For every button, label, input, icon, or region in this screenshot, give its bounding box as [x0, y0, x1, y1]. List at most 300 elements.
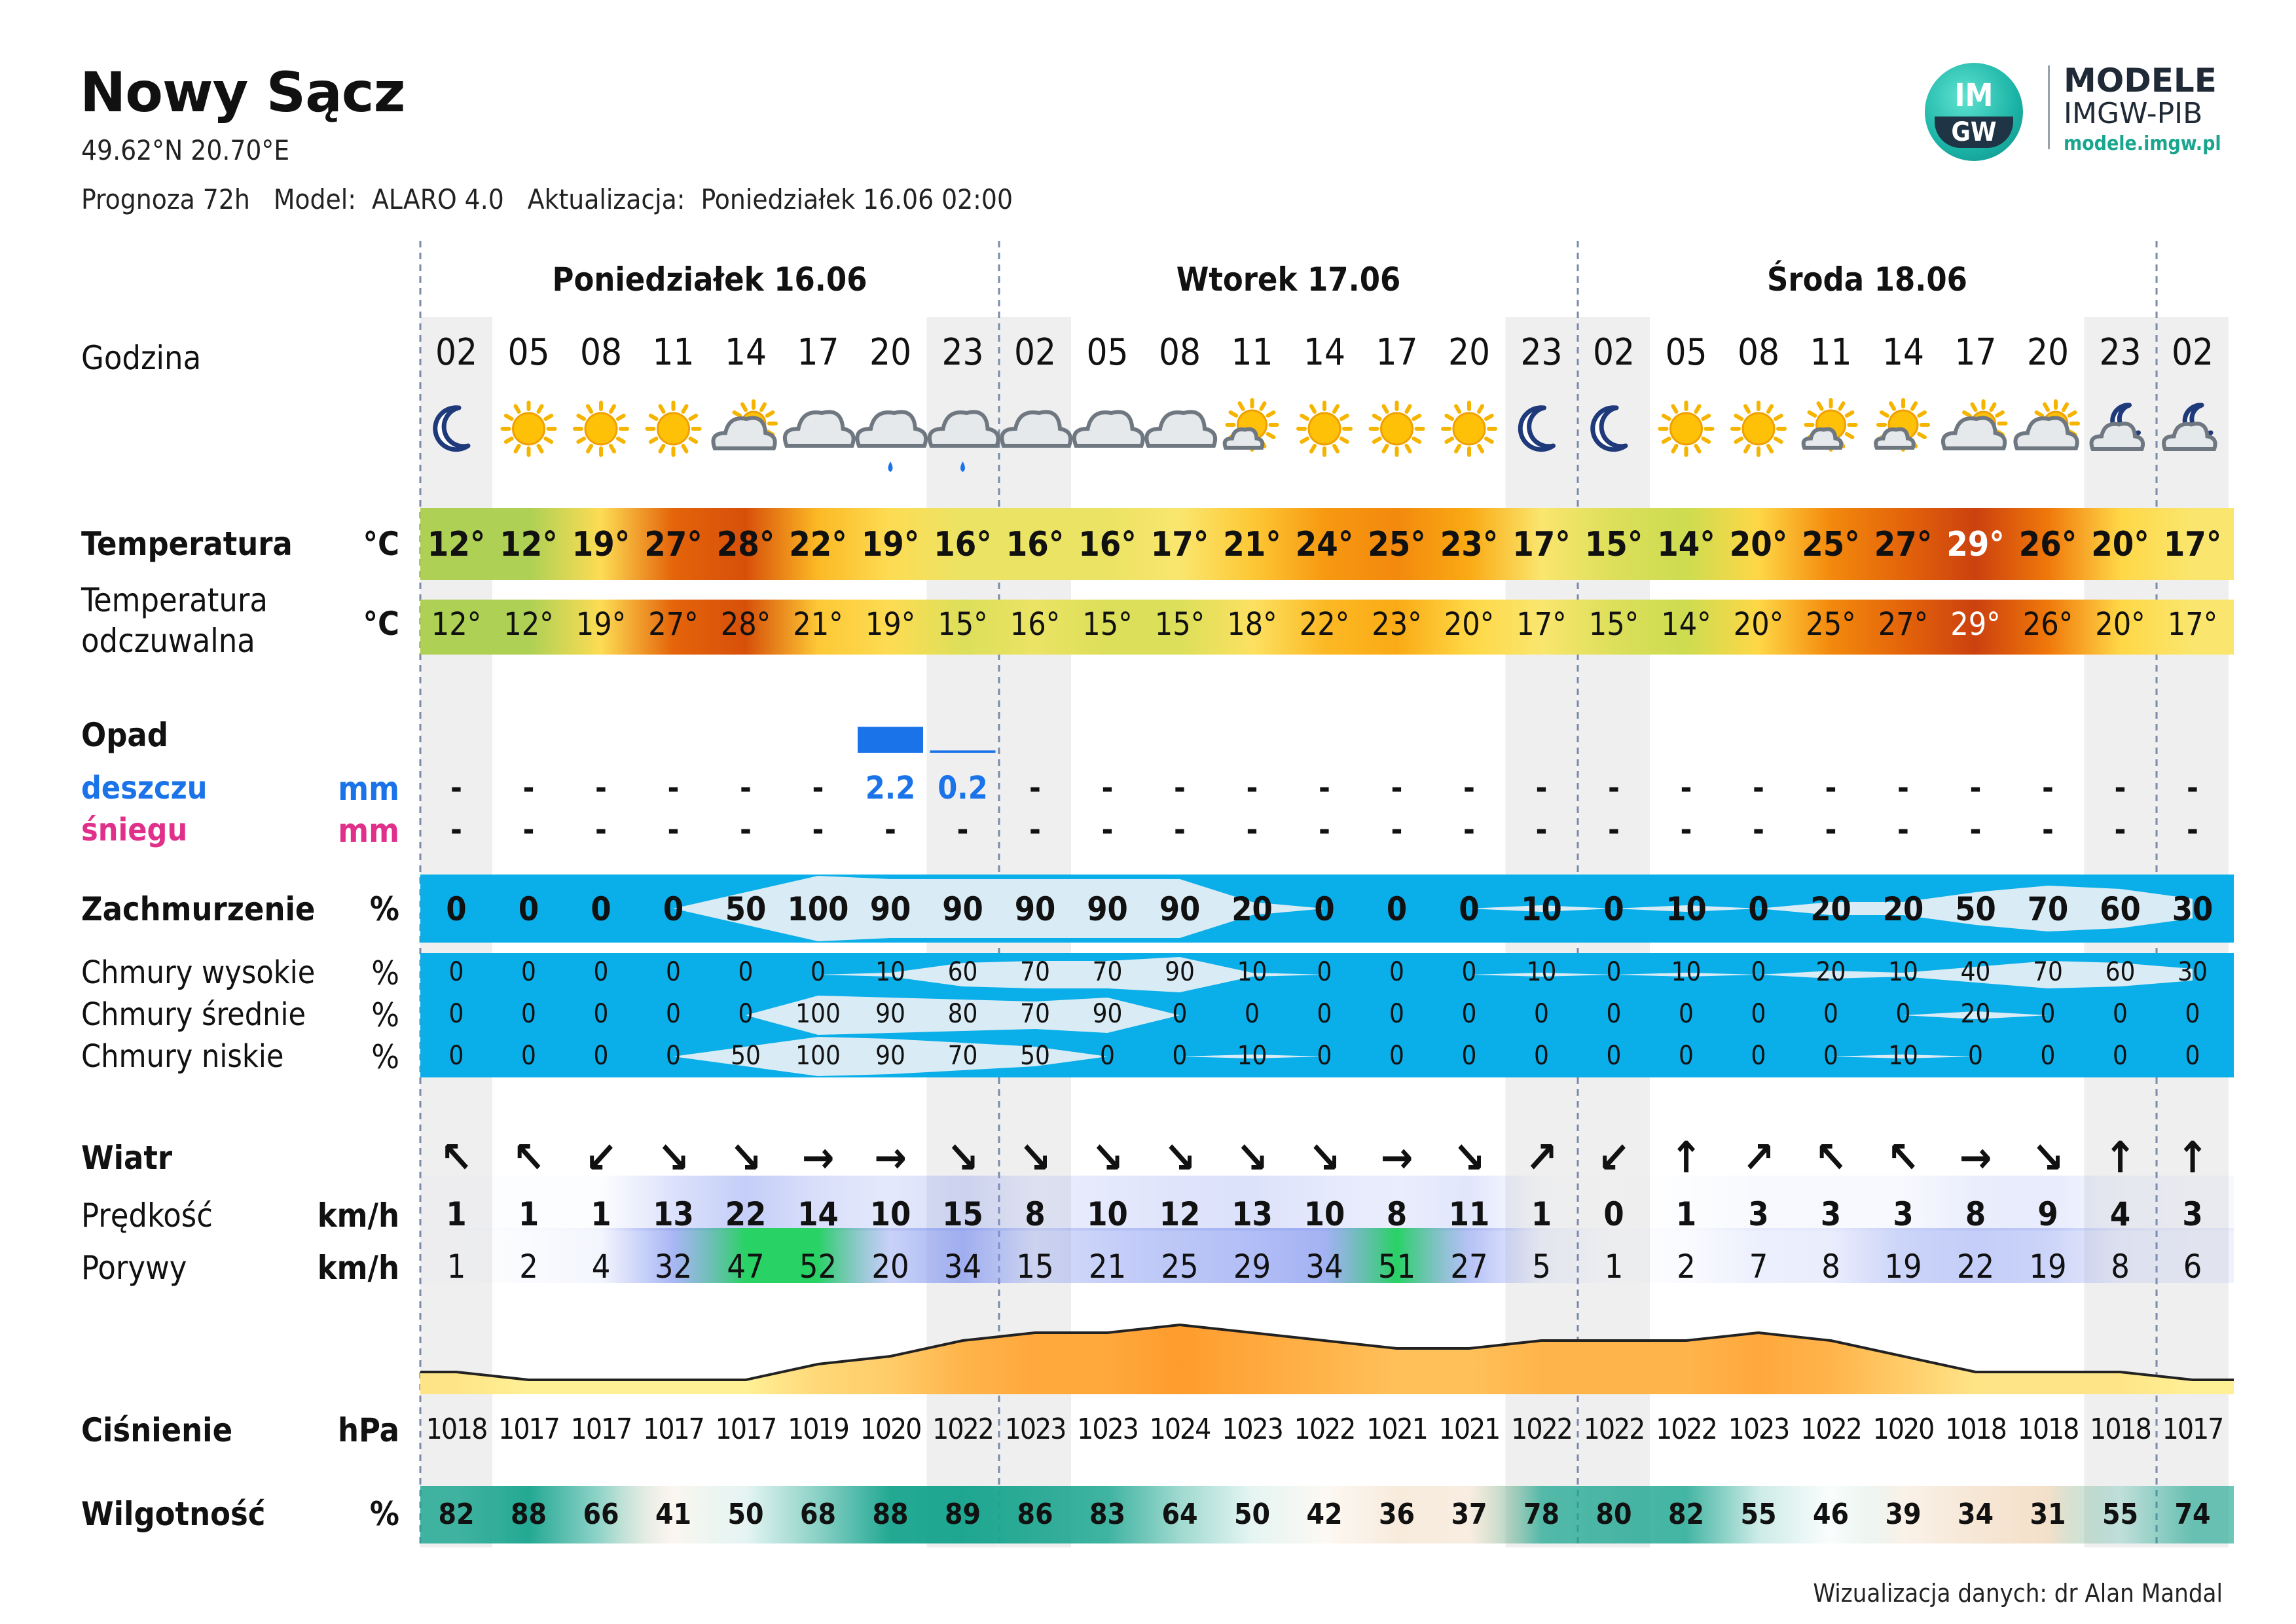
hour-cell: 11 — [1810, 331, 1852, 374]
cloud-high-cell: 90 — [1165, 957, 1195, 987]
snow-cell: - — [2114, 812, 2126, 848]
cloud-label: Zachmurzenie — [81, 890, 316, 928]
partly-cloudy-icon — [713, 401, 776, 448]
snow-cell: - — [1535, 812, 1548, 848]
wind-speed-cell: 13 — [653, 1195, 694, 1233]
cloud-total-cell: 70 — [2027, 890, 2069, 928]
gust-cell: 6 — [2183, 1248, 2202, 1286]
temperature-cell: 20° — [1729, 525, 1788, 564]
pressure-cell: 1017 — [643, 1413, 704, 1446]
day-header: Poniedziałek 16.06 — [552, 261, 867, 298]
cloud-low-cell: 70 — [947, 1041, 978, 1071]
cloud-high-cell: 0 — [1317, 957, 1332, 987]
cloud-high-cell: 0 — [448, 957, 464, 987]
wind-direction-arrow: → — [1959, 1132, 1992, 1183]
logo-url[interactable]: modele.imgw.pl — [2064, 132, 2221, 155]
cloud-low-cell: 0 — [448, 1041, 464, 1071]
rain-cell: 0.2 — [938, 770, 988, 806]
pressure-cell: 1017 — [2162, 1413, 2223, 1446]
cloud-icon — [1074, 412, 1143, 446]
cloud-mid-cell: 0 — [2185, 999, 2200, 1029]
cloud-high-cell: 0 — [666, 957, 681, 987]
cloud-total-cell: 90 — [1159, 890, 1201, 928]
cloud-total-cell: 20 — [1810, 890, 1851, 928]
pressure-label: Ciśnienie — [81, 1411, 233, 1449]
wind-speed-cell: 11 — [1448, 1195, 1490, 1233]
rain-cell: - — [2114, 770, 2126, 806]
wind-speed-cell: 12 — [1159, 1195, 1201, 1233]
cloud-high-cell: 70 — [1020, 957, 1050, 987]
feels-like-cell: 22° — [1299, 606, 1350, 643]
cloud-total-cell: 90 — [1014, 890, 1056, 928]
cloud-mid-cell: 0 — [738, 999, 754, 1029]
cloud-mid-cell: 0 — [1245, 999, 1260, 1029]
feels-like-cell: 28° — [720, 606, 771, 643]
humidity-cell: 31 — [2030, 1498, 2066, 1531]
feels-like-cell: 25° — [1806, 606, 1856, 643]
cloud-total-cell: 50 — [725, 890, 767, 928]
cloud-high-unit: % — [371, 954, 399, 992]
cloud-mid-cell: 0 — [448, 999, 464, 1029]
pressure-cell: 1024 — [1149, 1413, 1211, 1446]
temperature-cell: 15° — [1584, 525, 1643, 564]
snow-cell: - — [667, 812, 680, 848]
logo-name: MODELE — [2064, 62, 2217, 99]
wind-direction-arrow: ↘ — [1163, 1132, 1196, 1183]
snow-cell: - — [1463, 812, 1475, 848]
humidity-cell: 88 — [872, 1498, 909, 1531]
cloud-mid-cell: 0 — [1317, 999, 1332, 1029]
cloud-total-cell: 100 — [787, 890, 849, 928]
gust-cell: 2 — [519, 1248, 538, 1286]
cloud-mid-cell: 0 — [1606, 999, 1622, 1029]
rain-cell: - — [595, 770, 607, 806]
sun-icon — [1371, 403, 1423, 455]
rain-cell: - — [740, 770, 752, 806]
pressure-cell: 1020 — [1872, 1413, 1934, 1446]
feels-like-cell: 12° — [431, 606, 482, 643]
wind-speed-cell: 1 — [1675, 1195, 1697, 1233]
pressure-cell: 1021 — [1366, 1413, 1427, 1446]
pressure-cell: 1022 — [1294, 1413, 1355, 1446]
hour-cell: 02 — [435, 331, 478, 374]
temperature-cell: 24° — [1295, 525, 1354, 564]
sun-cloud-small-icon — [1804, 400, 1856, 450]
humidity-cell: 50 — [1233, 1498, 1271, 1531]
pressure-cell: 1019 — [788, 1413, 848, 1446]
wind-direction-arrow: → — [801, 1132, 835, 1183]
pressure-cell: 1022 — [1511, 1413, 1572, 1446]
temperature-cell: 20° — [2091, 525, 2149, 564]
snow-cell: - — [884, 812, 896, 848]
cloud-high-cell: 70 — [1092, 957, 1123, 987]
hour-cell: 20 — [2026, 331, 2069, 374]
temperature-cell: 29° — [1946, 525, 2005, 564]
wind-direction-arrow: ↘ — [1453, 1132, 1485, 1183]
cloud-mid-cell: 0 — [1172, 999, 1188, 1029]
snow-cell: - — [957, 812, 969, 848]
gust-cell: 19 — [2029, 1248, 2067, 1286]
humidity-cell: 74 — [2174, 1498, 2211, 1531]
humidity-label: Wilgotność — [81, 1495, 266, 1533]
temperature-unit: °C — [363, 525, 399, 563]
gust-cell: 1 — [446, 1248, 466, 1286]
cloud-high-cell: 10 — [1237, 957, 1267, 987]
wind-speed-unit: km/h — [317, 1197, 399, 1235]
humidity-cell: 37 — [1451, 1498, 1487, 1531]
cloud-low-cell: 0 — [1823, 1041, 1838, 1071]
cloud-low-cell: 100 — [795, 1041, 841, 1071]
rain-label: deszczu — [81, 770, 208, 806]
footer-credit: Wizualizacja danych: dr Alan Mandal — [1813, 1579, 2223, 1608]
rain-cell: - — [2187, 770, 2198, 806]
feels-label-line1: Temperatura — [81, 581, 268, 619]
sun-cloud-small-icon — [1225, 400, 1277, 450]
humidity-cell: 64 — [1161, 1498, 1198, 1531]
cloud-low-cell: 0 — [2113, 1041, 2128, 1071]
gust-cell: 34 — [1305, 1248, 1343, 1286]
pressure-cell: 1018 — [1945, 1413, 2006, 1446]
temperature-cell: 21° — [1223, 525, 1281, 564]
cloud-high-cell: 10 — [1526, 957, 1557, 987]
sun-icon — [1443, 403, 1495, 455]
temperature-cell: 26° — [2018, 525, 2077, 564]
rain-cell: - — [522, 770, 535, 806]
snow-cell: - — [1391, 812, 1403, 848]
cloud-low-unit: % — [371, 1038, 399, 1076]
humidity-cell: 46 — [1812, 1498, 1850, 1531]
humidity-cell: 42 — [1306, 1498, 1343, 1531]
cloud-low-cell: 0 — [1968, 1041, 1983, 1071]
cloud-mid-cell: 70 — [1020, 999, 1050, 1029]
humidity-cell: 36 — [1378, 1498, 1415, 1531]
rain-cell: - — [1753, 770, 1764, 806]
temperature-cell: 27° — [644, 525, 702, 564]
cloud-low-cell: 0 — [2040, 1041, 2056, 1071]
sun-icon — [503, 403, 555, 455]
wind-direction-arrow: ↘ — [1019, 1132, 1051, 1183]
hour-cell: 11 — [1231, 331, 1273, 374]
cloud-total-cell: 50 — [1955, 890, 1996, 928]
pressure-cell: 1023 — [1728, 1413, 1789, 1446]
cloud-low-cell: 0 — [1389, 1041, 1404, 1071]
humidity-cell: 89 — [944, 1498, 981, 1531]
partly-cloudy-icon — [1943, 401, 2006, 448]
partly-cloudy-icon — [2015, 401, 2078, 448]
rain-cell: - — [667, 770, 680, 806]
cloud-icon — [1146, 412, 1215, 446]
cloud-low-cell: 0 — [1461, 1041, 1477, 1071]
cloud-mid-cell: 0 — [666, 999, 681, 1029]
humidity-cell: 34 — [1957, 1498, 1994, 1531]
feels-like-cell: 19° — [575, 606, 627, 643]
hour-cell: 20 — [869, 331, 912, 374]
temperature-cell: 17° — [1512, 525, 1571, 564]
wind-speed-cell: 14 — [797, 1195, 839, 1233]
forecast-info: Prognoza 72h Model: ALARO 4.0 Aktualizacja: Poniedziałek 16.06 02:00 — [81, 183, 1013, 215]
feels-like-cell: 12° — [503, 606, 554, 643]
humidity-cell: 80 — [1595, 1498, 1632, 1531]
rain-cell: - — [1246, 770, 1258, 806]
cloud-high-cell: 20 — [1815, 957, 1846, 987]
wind-speed-cell: 1 — [518, 1195, 539, 1233]
gust-cell: 15 — [1016, 1248, 1054, 1286]
cloud-total-cell: 0 — [446, 890, 467, 928]
day-header: Wtorek 17.06 — [1176, 261, 1401, 298]
snow-cell: - — [1969, 812, 1982, 848]
feels-like-cell: 15° — [938, 606, 988, 643]
temperature-cell: 16° — [1006, 525, 1065, 564]
rain-cell: - — [1391, 770, 1403, 806]
pressure-cell: 1017 — [715, 1413, 776, 1446]
rain-cell: - — [812, 770, 824, 806]
rain-cell: - — [1029, 770, 1041, 806]
humidity-cell: 83 — [1089, 1498, 1126, 1531]
pressure-cell: 1017 — [498, 1413, 559, 1446]
snow-cell: - — [1319, 812, 1330, 848]
wind-speed-cell: 8 — [1965, 1195, 1986, 1233]
cloud-low-cell: 0 — [2185, 1041, 2200, 1071]
temperature-cell: 19° — [861, 525, 920, 564]
pressure-cell: 1023 — [1004, 1413, 1066, 1446]
cloud-total-cell: 90 — [869, 890, 911, 928]
hour-cell: 08 — [579, 331, 623, 374]
wind-speed-cell: 9 — [2037, 1195, 2058, 1233]
wind-speed-cell: 0 — [1603, 1195, 1624, 1233]
gust-cell: 20 — [871, 1248, 909, 1286]
pressure-cell: 1023 — [1077, 1413, 1138, 1446]
cloud-low-cell: 90 — [875, 1041, 905, 1071]
gust-cell: 27 — [1450, 1248, 1488, 1286]
temperature-cell: 14° — [1657, 525, 1715, 564]
feels-like-cell: 26° — [2022, 606, 2073, 643]
pressure-area — [420, 1325, 2234, 1394]
humidity-cell: 55 — [2102, 1498, 2139, 1531]
cloud-unit: % — [369, 890, 399, 928]
wind-speed-cell: 1 — [591, 1195, 611, 1233]
rain-cell: - — [1608, 770, 1620, 806]
wind-speed-label: Prędkość — [81, 1197, 213, 1235]
hour-cell: 08 — [1737, 331, 1780, 374]
city-title: Nowy Sącz — [80, 60, 405, 124]
feels-like-cell: 27° — [1878, 606, 1929, 643]
pressure-cell: 1020 — [860, 1413, 921, 1446]
cloud-low-cell: 50 — [731, 1041, 761, 1071]
cloud-total-cell: 0 — [663, 890, 684, 928]
wind-speed-cell: 3 — [1748, 1195, 1769, 1233]
snow-cell: - — [1029, 812, 1041, 848]
hour-cell: 23 — [1520, 331, 1563, 374]
cloud-mid-cell: 80 — [947, 999, 978, 1029]
snow-cell: - — [1753, 812, 1764, 848]
rain-cell: - — [1825, 770, 1837, 806]
cloud-total-cell: 0 — [1459, 890, 1480, 928]
temperature-cell: 28° — [716, 525, 775, 564]
rain-cell: - — [1680, 770, 1692, 806]
snow-cell: - — [1174, 812, 1186, 848]
cloud-total-cell: 0 — [518, 890, 539, 928]
cloud-mid-cell: 0 — [1679, 999, 1694, 1029]
cloud-mid-cell: 0 — [1461, 999, 1477, 1029]
cloud-low-cell: 0 — [1751, 1041, 1766, 1071]
snow-cell: - — [595, 812, 607, 848]
logo-monogram-top: IM — [1954, 77, 1994, 114]
hour-cell: 02 — [1592, 331, 1635, 374]
snow-cell: - — [740, 812, 752, 848]
gust-cell: 34 — [943, 1248, 982, 1286]
wind-speed-cell: 15 — [942, 1195, 983, 1233]
snow-cell: - — [1101, 812, 1114, 848]
wind-direction-arrow: → — [1380, 1132, 1413, 1183]
cloud-high-cell: 10 — [875, 957, 905, 987]
cloud-high-cell: 0 — [593, 957, 609, 987]
logo-org: IMGW-PIB — [2064, 97, 2203, 130]
temperature-cell: 12° — [500, 525, 558, 564]
gust-cell: 19 — [1884, 1248, 1922, 1286]
feels-like-cell: 19° — [865, 606, 916, 643]
wind-direction-arrow: ↘ — [1308, 1132, 1341, 1183]
temperature-cell: 17° — [1150, 525, 1209, 564]
humidity-cell: 86 — [1017, 1498, 1053, 1531]
cloud-total-cell: 20 — [1231, 890, 1273, 928]
rain-cell: - — [1319, 770, 1330, 806]
wind-speed-cell: 13 — [1231, 1195, 1273, 1233]
feels-unit: °C — [363, 605, 399, 643]
snow-cell: - — [1608, 812, 1620, 848]
gusts-label: Porywy — [81, 1249, 187, 1287]
hour-cell: 23 — [941, 331, 984, 374]
wind-direction-arrow: ↑ — [1669, 1132, 1703, 1183]
cloud-mid-cell: 90 — [875, 999, 905, 1029]
precip-label: Opad — [81, 716, 168, 754]
hour-cell: 02 — [2171, 331, 2214, 374]
sun-icon — [575, 403, 627, 455]
wind-label: Wiatr — [81, 1139, 173, 1177]
wind-speed-cell: 10 — [1087, 1195, 1128, 1233]
pressure-cell: 1022 — [1583, 1413, 1645, 1446]
sun-icon — [1298, 403, 1351, 455]
cloud-high-cell: 30 — [2178, 957, 2208, 987]
rain-cloud-icon — [857, 412, 926, 472]
pressure-cell: 1018 — [2017, 1413, 2079, 1446]
hour-cell: 14 — [1303, 331, 1346, 374]
pressure-cell: 1023 — [1222, 1413, 1283, 1446]
cloud-high-cell: 70 — [2033, 957, 2063, 987]
pressure-cell: 1022 — [932, 1413, 993, 1446]
cloud-low-cell: 50 — [1020, 1041, 1050, 1071]
cloud-high-cell: 10 — [1671, 957, 1702, 987]
rain-cell: - — [1463, 770, 1475, 806]
wind-direction-arrow: ↗ — [1525, 1132, 1558, 1183]
hour-cell: 05 — [1665, 331, 1707, 374]
cloud-high-cell: 60 — [2105, 957, 2136, 987]
cloud-low-cell: 10 — [1237, 1041, 1267, 1071]
temperature-cell: 17° — [2163, 525, 2222, 564]
cloud-total-cell: 0 — [1314, 890, 1335, 928]
logo-monogram-bottom: GW — [1935, 117, 2013, 148]
feels-label-line2: odczuwalna — [81, 622, 255, 660]
temperature-cell: 12° — [427, 525, 486, 564]
feels-like-cell: 20° — [1444, 606, 1495, 643]
hour-cell: 05 — [507, 331, 550, 374]
humidity-cell: 82 — [1667, 1498, 1705, 1531]
cloud-low-label: Chmury niskie — [81, 1038, 284, 1075]
feels-like-cell: 21° — [793, 606, 843, 643]
snow-cell: - — [450, 812, 462, 848]
pressure-cell: 1018 — [2090, 1413, 2151, 1446]
snow-unit: mm — [338, 812, 399, 850]
humidity-cell: 82 — [438, 1498, 475, 1531]
pressure-cell: 1022 — [1656, 1413, 1717, 1446]
hour-cell: 20 — [1448, 331, 1491, 374]
cloud-total-cell: 30 — [2172, 890, 2214, 928]
sun-icon — [1732, 403, 1785, 455]
temperature-label: Temperatura — [81, 525, 293, 563]
sun-icon — [1660, 403, 1713, 455]
temperature-cell: 22° — [789, 525, 847, 564]
wind-speed-cell: 1 — [1531, 1195, 1552, 1233]
gust-cell: 22 — [1956, 1248, 1995, 1286]
wind-direction-arrow: ↑ — [2176, 1132, 2209, 1183]
wind-speed-cell: 8 — [1025, 1195, 1046, 1233]
cloud-high-cell: 60 — [947, 957, 978, 987]
wind-direction-arrow: ↘ — [729, 1132, 762, 1183]
cloud-low-cell: 0 — [1317, 1041, 1332, 1071]
cloud-high-cell: 0 — [811, 957, 826, 987]
snow-cell: - — [2042, 812, 2054, 848]
cloud-mid-cell: 0 — [1823, 999, 1838, 1029]
wind-speed-cell: 10 — [1303, 1195, 1345, 1233]
humidity-cell: 78 — [1523, 1498, 1560, 1531]
humidity-cell: 88 — [510, 1498, 547, 1531]
cloud-total-cell: 0 — [1603, 890, 1624, 928]
temperature-cell: 19° — [572, 525, 630, 564]
rain-bar — [858, 727, 923, 753]
rain-cell: - — [1101, 770, 1114, 806]
wind-direction-arrow: ↘ — [946, 1132, 979, 1183]
temperature-cell: 16° — [934, 525, 992, 564]
sun-icon — [647, 403, 700, 455]
cloud-mid-cell: 90 — [1092, 999, 1123, 1029]
gust-cell: 52 — [799, 1248, 837, 1286]
wind-direction-arrow: → — [874, 1132, 907, 1183]
cloud-low-cell: 0 — [666, 1041, 681, 1071]
hour-cell: 23 — [2099, 331, 2141, 374]
humidity-cell: 41 — [655, 1498, 692, 1531]
cloud-total-cell: 10 — [1521, 890, 1562, 928]
cloud-mid-cell: 0 — [2113, 999, 2128, 1029]
humidity-cell: 39 — [1885, 1498, 1922, 1531]
rain-cell: - — [1897, 770, 1909, 806]
rain-cell: - — [1174, 770, 1186, 806]
snow-cell: - — [2187, 812, 2198, 848]
rain-cell: - — [2042, 770, 2054, 806]
hour-label: Godzina — [81, 339, 202, 377]
cloud-total-cell: 0 — [1748, 890, 1769, 928]
cloud-mid-cell: 0 — [1895, 999, 1911, 1029]
temperature-cell: 16° — [1078, 525, 1137, 564]
gust-cell: 51 — [1377, 1248, 1416, 1286]
wind-speed-cell: 3 — [1820, 1195, 1842, 1233]
temperature-cell: 27° — [1874, 525, 1933, 564]
cloud-mid-unit: % — [371, 996, 399, 1034]
cloud-low-cell: 0 — [1534, 1041, 1549, 1071]
cloud-low-cell: 10 — [1888, 1041, 1918, 1071]
hour-cell: 08 — [1158, 331, 1201, 374]
cloud-high-cell: 40 — [1960, 957, 1991, 987]
pressure-cell: 1017 — [570, 1413, 632, 1446]
feels-like-cell: 18° — [1227, 606, 1277, 643]
